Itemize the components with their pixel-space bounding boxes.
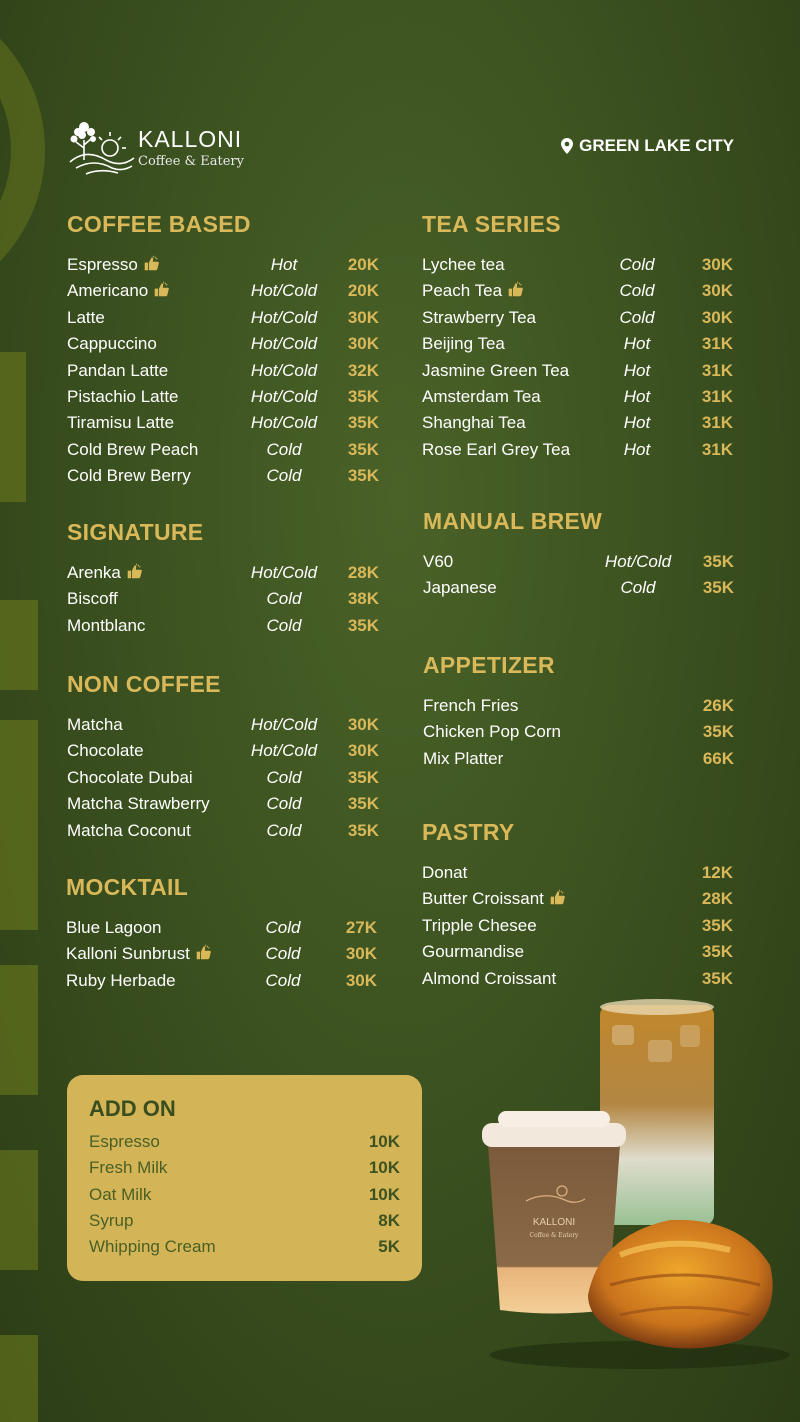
menu-item-row xyxy=(422,278,733,304)
menu-item-name-text: Strawberry Tea xyxy=(422,307,537,327)
menu-item-price: 30K xyxy=(701,255,733,274)
menu-item-name xyxy=(422,331,505,357)
menu-item-name-text: Peach Tea xyxy=(422,281,503,301)
menu-item-row xyxy=(422,913,733,939)
menu-item-price: 35K xyxy=(347,386,379,406)
menu-item-temperature: Cold xyxy=(266,615,302,635)
edge-decoration-bar xyxy=(0,1150,38,1270)
section-title: PASTRY xyxy=(422,819,515,845)
menu-item-name-text: Lychee tea xyxy=(422,255,505,274)
menu-item-price: 31K xyxy=(701,413,733,433)
menu-item-name xyxy=(422,384,541,410)
map-pin-icon xyxy=(561,138,573,154)
menu-item-row xyxy=(67,463,379,489)
menu-item-temperature: Cold xyxy=(619,255,655,274)
menu-item-row xyxy=(67,765,379,791)
menu-item-temperature: Cold xyxy=(265,944,301,964)
product-illustration xyxy=(470,995,800,1375)
menu-item-name xyxy=(66,915,161,941)
menu-item-name xyxy=(422,913,537,939)
drinks-and-croissant-image xyxy=(470,995,800,1375)
thumbs-up-icon xyxy=(143,254,160,271)
menu-item-price: 28K xyxy=(347,563,379,582)
menu-item-row xyxy=(67,613,379,639)
menu-item-name-text: Beijing Tea xyxy=(422,334,505,354)
menu-item-name-text: Pandan Latte xyxy=(67,360,169,380)
menu-item-name-text: Ruby Herbade xyxy=(66,970,176,990)
menu-item-name xyxy=(422,252,505,278)
menu-item-name-text: Jasmine Green Tea xyxy=(422,360,570,380)
menu-item-name-text: Matcha Strawberry xyxy=(67,794,210,814)
menu-item-price: 30K xyxy=(347,715,379,734)
menu-item-name xyxy=(423,746,503,772)
menu-item-price: 31K xyxy=(701,334,733,354)
menu-item-name-text: Espresso xyxy=(67,255,138,274)
add-on-row xyxy=(89,1208,400,1234)
add-on-row xyxy=(89,1155,400,1181)
menu-item-row xyxy=(422,939,733,965)
menu-item-name-text: Shanghai Tea xyxy=(422,413,526,433)
menu-item-name xyxy=(422,886,566,912)
menu-item-row xyxy=(67,791,379,817)
menu-item-price: 35K xyxy=(347,466,379,486)
add-on-name: Espresso xyxy=(89,1132,160,1151)
menu-item-temperature: Hot/Cold xyxy=(250,563,318,582)
menu-item-price: 20K xyxy=(347,281,379,301)
menu-item-price: 35K xyxy=(347,794,379,814)
menu-item-price: 35K xyxy=(702,722,734,742)
menu-item-name-text: Amsterdam Tea xyxy=(422,386,541,406)
menu-item-price: 20K xyxy=(347,255,379,274)
menu-item-price: 35K xyxy=(701,915,733,935)
edge-decoration-arc xyxy=(0,0,45,310)
menu-item-temperature: Hot/Cold xyxy=(250,281,318,301)
menu-item-row xyxy=(67,305,379,331)
add-on-name: Fresh Milk xyxy=(89,1158,168,1178)
menu-item-temperature: Hot xyxy=(623,386,651,406)
menu-item-temperature: Cold xyxy=(266,794,302,814)
menu-item-name-text: Latte xyxy=(67,307,105,327)
menu-item-name-text: Mix Platter xyxy=(423,748,504,768)
menu-item-name-text: Japanese xyxy=(423,578,497,598)
thumbs-up-icon xyxy=(549,888,566,905)
section-pastry xyxy=(422,818,733,992)
menu-item-name xyxy=(423,575,497,601)
menu-item-price: 35K xyxy=(347,615,379,635)
add-on-name: Syrup xyxy=(89,1210,134,1230)
menu-item-name xyxy=(422,305,536,331)
menu-item-name xyxy=(67,331,157,357)
menu-item-name xyxy=(67,765,193,791)
menu-item-price: 66K xyxy=(702,748,734,768)
add-on-price: 10K xyxy=(368,1132,400,1151)
menu-item-price: 26K xyxy=(702,696,734,715)
menu-item-row xyxy=(67,358,379,384)
menu-item-name-text: Almond Croissant xyxy=(422,968,557,988)
menu-item-price: 38K xyxy=(347,589,379,609)
menu-item-row xyxy=(67,331,379,357)
menu-item-name xyxy=(66,968,176,994)
menu-item-row xyxy=(67,586,379,612)
menu-item-name xyxy=(422,358,569,384)
menu-item-temperature: Cold xyxy=(266,820,302,840)
menu-item-name-text: Chocolate xyxy=(67,741,144,761)
menu-item-price: 35K xyxy=(701,942,733,962)
menu-item-name-text: Tripple Chesee xyxy=(422,915,537,935)
edge-decoration-bar xyxy=(0,1335,38,1422)
add-on-card xyxy=(67,1075,422,1281)
section-title: APPETIZER xyxy=(423,652,555,678)
menu-item-name xyxy=(67,305,105,331)
menu-item-price: 30K xyxy=(345,944,377,964)
menu-item-name-text: Biscoff xyxy=(67,589,118,609)
menu-item-price: 35K xyxy=(701,968,733,988)
section-mocktail xyxy=(66,873,377,994)
menu-item-row xyxy=(422,384,733,410)
section-manual-brew xyxy=(423,507,734,602)
menu-item-row xyxy=(67,384,379,410)
add-on-row xyxy=(89,1234,400,1260)
menu-item-price: 35K xyxy=(347,439,379,459)
menu-item-name xyxy=(422,860,467,886)
menu-item-price: 35K xyxy=(702,578,734,598)
menu-item-temperature: Cold xyxy=(619,307,655,327)
menu-item-name-text: Chicken Pop Corn xyxy=(423,722,561,742)
menu-item-temperature: Hot/Cold xyxy=(604,552,672,571)
menu-item-price: 30K xyxy=(347,334,379,354)
menu-item-temperature: Hot xyxy=(623,360,651,380)
menu-item-row xyxy=(422,331,733,357)
menu-item-name-text: Matcha xyxy=(67,715,123,734)
thumbs-up-icon xyxy=(507,280,524,297)
menu-item-name-text: Cappuccino xyxy=(67,334,157,354)
menu-item-row xyxy=(67,252,379,278)
menu-item-temperature: Hot/Cold xyxy=(250,741,318,761)
edge-decoration-bar xyxy=(0,965,38,1095)
menu-item-name-text: Matcha Coconut xyxy=(67,820,191,840)
menu-item-price: 35K xyxy=(347,767,379,787)
menu-item-row xyxy=(422,966,733,992)
section-tea-series xyxy=(422,210,733,463)
menu-item-temperature: Hot xyxy=(270,255,298,274)
section-non-coffee xyxy=(67,670,379,844)
menu-item-price: 28K xyxy=(701,889,733,909)
menu-item-name-text: Blue Lagoon xyxy=(66,918,162,937)
menu-item-name-text: Butter Croissant xyxy=(422,889,544,909)
menu-item-name xyxy=(67,791,210,817)
menu-item-name-text: Arenka xyxy=(67,563,121,582)
section-coffee-based xyxy=(67,210,379,490)
menu-item-temperature: Cold xyxy=(265,970,301,990)
menu-item-temperature: Cold xyxy=(266,466,302,486)
menu-item-row xyxy=(67,410,379,436)
add-on-price: 5K xyxy=(378,1237,400,1257)
menu-item-row xyxy=(422,410,733,436)
brand-tagline: Coffee & Eatery xyxy=(138,154,244,169)
menu-item-row xyxy=(66,915,377,941)
add-on-row xyxy=(89,1182,400,1208)
menu-item-name-text: Cold Brew Peach xyxy=(67,439,199,459)
menu-item-name xyxy=(67,463,191,489)
menu-item-price: 35K xyxy=(347,820,379,840)
cup-brand-name: KALLONI xyxy=(532,1217,576,1228)
menu-item-row xyxy=(422,437,733,463)
menu-item-name-text: Gourmandise xyxy=(422,942,525,962)
menu-item-name-text: Pistachio Latte xyxy=(67,386,179,406)
add-on-name: Oat Milk xyxy=(89,1184,152,1204)
menu-item-name xyxy=(67,358,168,384)
menu-item-temperature: Hot xyxy=(623,439,651,459)
menu-item-row xyxy=(423,575,734,601)
add-on-price: 8K xyxy=(378,1210,400,1230)
menu-item-price: 31K xyxy=(701,386,733,406)
menu-item-temperature: Hot xyxy=(623,413,651,433)
menu-item-price: 32K xyxy=(347,360,379,380)
section-title: TEA SERIES xyxy=(422,211,561,237)
brand-logo xyxy=(66,118,244,178)
section-title: SIGNATURE xyxy=(67,519,204,545)
menu-item-name xyxy=(67,252,160,278)
add-on-price: 10K xyxy=(368,1184,400,1204)
add-on-row xyxy=(89,1129,400,1155)
menu-item-name xyxy=(422,278,524,304)
menu-item-row xyxy=(67,738,379,764)
menu-item-row xyxy=(67,712,379,738)
menu-item-row xyxy=(66,941,377,967)
menu-item-name-text: Donat xyxy=(422,863,468,882)
menu-item-row xyxy=(66,968,377,994)
menu-item-temperature: Hot/Cold xyxy=(250,334,318,354)
menu-item-name-text: Tiramisu Latte xyxy=(67,413,175,433)
menu-item-row xyxy=(423,719,734,745)
menu-item-price: 30K xyxy=(347,741,379,761)
section-title: MOCKTAIL xyxy=(66,874,189,900)
menu-item-name xyxy=(67,410,174,436)
edge-decoration-bar xyxy=(0,720,38,930)
thumbs-up-icon xyxy=(153,280,170,297)
menu-item-temperature: Hot/Cold xyxy=(250,386,318,406)
menu-item-name xyxy=(423,549,453,575)
menu-item-row xyxy=(423,746,734,772)
section-appetizer xyxy=(423,651,734,772)
menu-item-name xyxy=(67,437,198,463)
menu-item-price: 27K xyxy=(345,918,377,937)
menu-item-name xyxy=(422,410,526,436)
menu-item-price: 31K xyxy=(701,360,733,380)
menu-item-name xyxy=(67,738,144,764)
menu-item-name xyxy=(67,712,123,738)
menu-item-name-text: Cold Brew Berry xyxy=(67,466,191,486)
menu-item-temperature: Cold xyxy=(266,767,302,787)
menu-item-name xyxy=(422,939,524,965)
menu-item-price: 12K xyxy=(701,863,733,882)
menu-item-price: 31K xyxy=(701,439,733,459)
brand-name: KALLONI xyxy=(138,126,243,152)
menu-item-name xyxy=(422,966,556,992)
menu-item-row xyxy=(423,549,734,575)
section-title: NON COFFEE xyxy=(67,671,221,697)
menu-item-name-text: French Fries xyxy=(423,696,519,715)
location-label xyxy=(561,136,734,156)
menu-item-price: 30K xyxy=(347,307,379,327)
menu-item-row xyxy=(67,437,379,463)
menu-item-row xyxy=(422,886,733,912)
menu-item-name xyxy=(67,384,179,410)
add-on-name: Whipping Cream xyxy=(89,1237,216,1257)
add-on-title: ADD ON xyxy=(89,1096,176,1121)
menu-item-temperature: Cold xyxy=(619,281,655,301)
menu-item-name xyxy=(422,437,570,463)
menu-item-temperature: Hot/Cold xyxy=(250,360,318,380)
menu-item-row xyxy=(422,860,733,886)
menu-item-temperature: Cold xyxy=(620,578,656,598)
menu-item-price: 35K xyxy=(347,413,379,433)
menu-item-name-text: Montblanc xyxy=(67,615,146,635)
thumbs-up-icon xyxy=(195,943,212,960)
add-on-price: 10K xyxy=(368,1158,400,1178)
menu-item-name-text: Rose Earl Grey Tea xyxy=(422,439,571,459)
edge-decoration-bar xyxy=(0,600,38,690)
section-signature xyxy=(67,518,379,639)
menu-item-temperature: Hot/Cold xyxy=(250,715,318,734)
menu-item-name xyxy=(67,278,170,304)
menu-item-temperature: Hot/Cold xyxy=(250,307,318,327)
menu-item-name xyxy=(67,560,143,586)
menu-item-temperature: Cold xyxy=(266,589,302,609)
menu-item-name-text: Chocolate Dubai xyxy=(67,767,193,787)
menu-item-price: 30K xyxy=(701,307,733,327)
menu-item-row xyxy=(423,693,734,719)
menu-item-row xyxy=(67,278,379,304)
menu-item-row xyxy=(422,358,733,384)
menu-item-price: 30K xyxy=(345,970,377,990)
location-text: GREEN LAKE CITY xyxy=(579,136,734,155)
menu-item-name xyxy=(423,719,561,745)
menu-header xyxy=(66,118,734,180)
menu-item-temperature: Cold xyxy=(266,439,302,459)
menu-item-row xyxy=(422,305,733,331)
menu-item-temperature: Hot/Cold xyxy=(250,413,318,433)
menu-item-temperature: Cold xyxy=(265,918,301,937)
menu-item-price: 35K xyxy=(702,552,734,571)
menu-item-row xyxy=(67,560,379,586)
section-title: COFFEE BASED xyxy=(67,211,251,237)
menu-item-name xyxy=(67,818,191,844)
menu-item-name xyxy=(67,586,118,612)
menu-item-price: 30K xyxy=(701,281,733,301)
menu-item-name xyxy=(67,613,145,639)
thumbs-up-icon xyxy=(126,562,143,579)
menu-item-row xyxy=(422,252,733,278)
menu-item-name xyxy=(423,693,518,719)
menu-item-temperature: Hot xyxy=(623,334,651,354)
menu-item-name-text: Kalloni Sunbrust xyxy=(66,944,190,964)
cup-brand-tagline: Coffee & Eatery xyxy=(529,1232,579,1239)
tree-sun-logo-icon xyxy=(66,118,136,178)
menu-item-name-text: Americano xyxy=(67,281,149,301)
section-title: MANUAL BREW xyxy=(423,508,603,534)
edge-decoration-bar xyxy=(0,352,26,502)
menu-item-name xyxy=(66,941,212,967)
menu-item-name-text: V60 xyxy=(423,552,454,571)
menu-item-row xyxy=(67,818,379,844)
